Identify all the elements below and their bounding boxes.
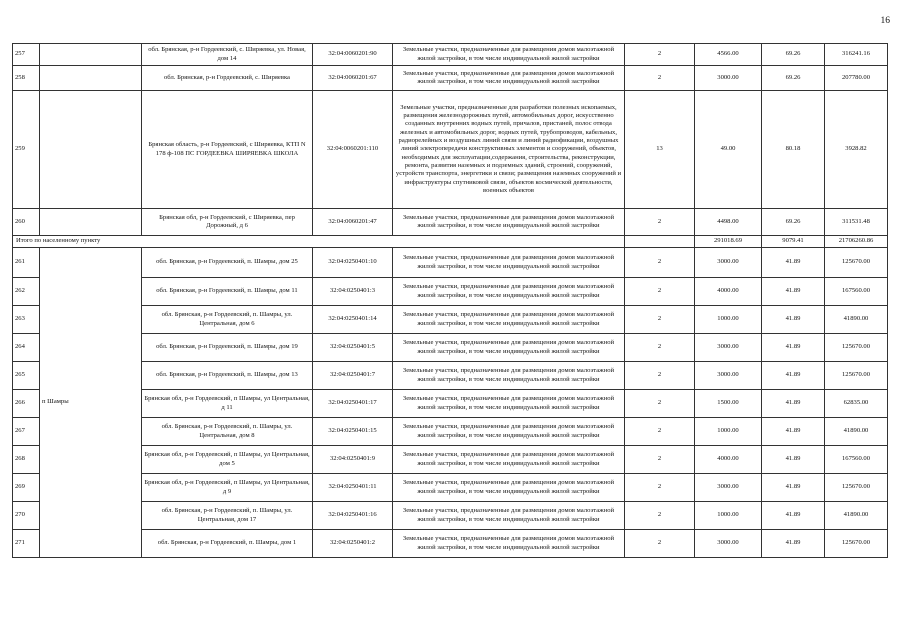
price-cell: 41.89 — [762, 502, 825, 530]
area-cell: 4566.00 — [695, 44, 762, 66]
row-number: 261 — [13, 248, 40, 278]
area-cell: 3000.00 — [695, 248, 762, 278]
row-number: 269 — [13, 474, 40, 502]
locality-cell — [40, 209, 142, 236]
address-cell: Брянская обл, р-н Гордеевский, п Шамры, ул Центральная, д 9 — [142, 474, 313, 502]
cadastral-number: 32:04:0060201:110 — [313, 91, 393, 209]
table-row — [13, 418, 888, 446]
row-number: 263 — [13, 306, 40, 334]
total-area: 291018.69 — [695, 236, 762, 248]
table-row — [13, 390, 888, 418]
group-code: 2 — [625, 334, 695, 362]
area-cell: 3000.00 — [695, 334, 762, 362]
area-cell: 49.00 — [695, 91, 762, 209]
page-number: 16 — [880, 16, 890, 26]
area-cell: 3000.00 — [695, 530, 762, 558]
row-number: 258 — [13, 66, 40, 91]
land-use-cell: Земельные участки, предназначенные для размещения домов малоэтажной жилой застройки, в том числе индивидуальной жилой застройки — [393, 474, 625, 502]
land-register-table — [12, 43, 888, 558]
cadastral-number: 32:04:0250401:16 — [313, 502, 393, 530]
locality-cell — [40, 44, 142, 66]
address-cell: обл. Брянская, р-н Гордеевский, п. Шамры, дом 13 — [142, 362, 313, 390]
cadastral-number: 32:04:0250401:9 — [313, 446, 393, 474]
rows-before-total — [13, 44, 888, 236]
area-cell: 1500.00 — [695, 390, 762, 418]
area-cell: 4000.00 — [695, 446, 762, 474]
cadastral-value: 3928.82 — [825, 91, 888, 209]
table-row — [13, 502, 888, 530]
address-cell: Брянская обл, р-н Гордеевский, п Шамры, ул Центральная, дом 5 — [142, 446, 313, 474]
price-cell: 41.89 — [762, 390, 825, 418]
cadastral-value: 41890.00 — [825, 306, 888, 334]
locality-cell — [40, 91, 142, 209]
group-code: 2 — [625, 418, 695, 446]
address-cell: Брянская обл, р-н Гордеевский, п Шамры, ул Центральная, д 11 — [142, 390, 313, 418]
group-code: 2 — [625, 474, 695, 502]
address-cell: обл. Брянская, р-н Гордеевский, п. Шамры, ул. Центральная, дом 17 — [142, 502, 313, 530]
price-cell: 69.26 — [762, 66, 825, 91]
cadastral-value: 62835.00 — [825, 390, 888, 418]
address-cell: обл. Брянская, р-н Гордеевский, п. Шамры, дом 11 — [142, 278, 313, 306]
address-cell: обл. Брянская, р-н Гордеевский, п. Шамры, дом 25 — [142, 248, 313, 278]
table-row — [13, 44, 888, 66]
address-cell: обл. Брянская, р-н Гордеевский, п. Шамры, ул. Центральная, дом 8 — [142, 418, 313, 446]
table-row — [13, 474, 888, 502]
land-use-cell: Земельные участки, предназначенные для размещения домов малоэтажной жилой застройки, в том числе индивидуальной жилой застройки — [393, 334, 625, 362]
row-number: 264 — [13, 334, 40, 362]
cadastral-number: 32:04:0060201:67 — [313, 66, 393, 91]
cadastral-value: 311531.48 — [825, 209, 888, 236]
group-code: 2 — [625, 362, 695, 390]
table-row — [13, 209, 888, 236]
cadastral-value: 125670.00 — [825, 334, 888, 362]
land-use-cell: Земельные участки, предназначенные для размещения домов малоэтажной жилой застройки, в том числе индивидуальной жилой застройки — [393, 530, 625, 558]
land-use-cell: Земельные участки, предназначенные для размещения домов малоэтажной жилой застройки, в том числе индивидуальной жилой застройки — [393, 209, 625, 236]
group-code: 2 — [625, 66, 695, 91]
land-use-cell: Земельные участки, предназначенные для размещения домов малоэтажной жилой застройки, в том числе индивидуальной жилой застройки — [393, 418, 625, 446]
total-section — [13, 236, 888, 248]
price-cell: 41.89 — [762, 362, 825, 390]
area-cell: 4000.00 — [695, 278, 762, 306]
total-label: Итого по населенному пункту — [13, 236, 625, 248]
group-code: 2 — [625, 44, 695, 66]
group-code: 2 — [625, 446, 695, 474]
cadastral-value: 41890.00 — [825, 502, 888, 530]
total-cost: 21706260.86 — [825, 236, 888, 248]
price-cell: 69.26 — [762, 44, 825, 66]
group-code: 2 — [625, 248, 695, 278]
cadastral-number: 32:04:0250401:5 — [313, 334, 393, 362]
row-number: 265 — [13, 362, 40, 390]
land-use-cell: Земельные участки, предназначенные для разработки полезных ископаемых, размещения железнодорожных путей, автомобильных дорог, искусственно созданных внутренних водных путей, причалов, пристаней, полос отвода железных и автомобильных дорог, водных путей, трубопроводов, кабельных, радиорелейных и воздушных линий связи и линий радиофикации, воздушных линий электропередачи конструктивных элементов и сооружений, объектов, необходимых для эксплуатации,содержания, строительства, реконструкции, ремонта, развития наземных и подземных зданий, строений, сооружений, устройств транспорта, энергетики и связи; размещения наземных сооружений и инфраструктуры спутниковой связи, объектов космической деятельности, военных объектов — [393, 91, 625, 209]
table-row — [13, 362, 888, 390]
group-code: 2 — [625, 306, 695, 334]
locality-cell — [40, 66, 142, 91]
area-cell: 3000.00 — [695, 362, 762, 390]
cadastral-value: 41890.00 — [825, 418, 888, 446]
area-cell: 1000.00 — [695, 418, 762, 446]
cadastral-number: 32:04:0250401:7 — [313, 362, 393, 390]
price-cell: 41.89 — [762, 248, 825, 278]
row-number: 262 — [13, 278, 40, 306]
row-number: 271 — [13, 530, 40, 558]
group-code: 13 — [625, 91, 695, 209]
cadastral-number: 32:04:0250401:14 — [313, 306, 393, 334]
cadastral-value: 125670.00 — [825, 248, 888, 278]
group-code: 2 — [625, 278, 695, 306]
price-cell: 41.89 — [762, 474, 825, 502]
land-use-cell: Земельные участки, предназначенные для размещения домов малоэтажной жилой застройки, в том числе индивидуальной жилой застройки — [393, 306, 625, 334]
price-cell: 41.89 — [762, 446, 825, 474]
cadastral-number: 32:04:0060201:90 — [313, 44, 393, 66]
cadastral-number: 32:04:0250401:3 — [313, 278, 393, 306]
land-use-cell: Земельные участки, предназначенные для размещения домов малоэтажной жилой застройки, в том числе индивидуальной жилой застройки — [393, 362, 625, 390]
cadastral-number: 32:04:0250401:17 — [313, 390, 393, 418]
cadastral-number: 32:04:0250401:2 — [313, 530, 393, 558]
table-row — [13, 446, 888, 474]
area-cell: 4498.00 — [695, 209, 762, 236]
group-code: 2 — [625, 530, 695, 558]
area-cell: 1000.00 — [695, 306, 762, 334]
address-cell: обл. Брянская, р-н Гордеевский, п. Шамры, ул. Центральная, дом 6 — [142, 306, 313, 334]
rows-after-total — [13, 248, 888, 558]
address-cell: Брянская обл, р-н Гордеевский, с Ширяевка, пер Дорожный, д 6 — [142, 209, 313, 236]
address-cell: Брянская область, р-н Гордеевский, с Ширяевка, КТП N 178 ф-108 ПС ГОРДЕЕВКА ШИРЯЕВКА ШКОЛА — [142, 91, 313, 209]
address-cell: обл. Брянская, р-н Гордеевский, с. Ширяевка — [142, 66, 313, 91]
table-row — [13, 248, 888, 278]
table-row — [13, 306, 888, 334]
total-count-cell — [625, 236, 695, 248]
price-cell: 80.18 — [762, 91, 825, 209]
locality-cell: п Шамры — [40, 248, 142, 558]
row-number: 268 — [13, 446, 40, 474]
land-use-cell: Земельные участки, предназначенные для размещения домов малоэтажной жилой застройки, в том числе индивидуальной жилой застройки — [393, 44, 625, 66]
land-use-cell: Земельные участки, предназначенные для размещения домов малоэтажной жилой застройки, в том числе индивидуальной жилой застройки — [393, 446, 625, 474]
cadastral-value: 167560.00 — [825, 278, 888, 306]
cadastral-number: 32:04:0060201:47 — [313, 209, 393, 236]
address-cell: обл. Брянская, р-н Гордеевский, п. Шамры, дом 19 — [142, 334, 313, 362]
table-row — [13, 530, 888, 558]
cadastral-value: 125670.00 — [825, 530, 888, 558]
row-number: 270 — [13, 502, 40, 530]
price-cell: 41.89 — [762, 334, 825, 362]
table-row — [13, 334, 888, 362]
cadastral-value: 207780.00 — [825, 66, 888, 91]
area-cell: 3000.00 — [695, 66, 762, 91]
land-use-cell: Земельные участки, предназначенные для размещения домов малоэтажной жилой застройки, в том числе индивидуальной жилой застройки — [393, 66, 625, 91]
area-cell: 1000.00 — [695, 502, 762, 530]
cadastral-value: 125670.00 — [825, 474, 888, 502]
locality-total-row — [13, 236, 888, 248]
table-row — [13, 66, 888, 91]
table-row — [13, 278, 888, 306]
group-code: 2 — [625, 390, 695, 418]
price-cell: 41.89 — [762, 278, 825, 306]
total-price: 9079.41 — [762, 236, 825, 248]
cadastral-number: 32:04:0250401:15 — [313, 418, 393, 446]
land-use-cell: Земельные участки, предназначенные для размещения домов малоэтажной жилой застройки, в том числе индивидуальной жилой застройки — [393, 502, 625, 530]
land-use-cell: Земельные участки, предназначенные для размещения домов малоэтажной жилой застройки, в том числе индивидуальной жилой застройки — [393, 248, 625, 278]
cadastral-number: 32:04:0250401:11 — [313, 474, 393, 502]
row-number: 257 — [13, 44, 40, 66]
address-cell: обл. Брянская, р-н Гордеевский, с. Ширяевка, ул. Новая, дом 14 — [142, 44, 313, 66]
row-number: 266 — [13, 390, 40, 418]
cadastral-number: 32:04:0250401:10 — [313, 248, 393, 278]
group-code: 2 — [625, 209, 695, 236]
price-cell: 41.89 — [762, 530, 825, 558]
group-code: 2 — [625, 502, 695, 530]
price-cell: 69.26 — [762, 209, 825, 236]
row-number: 259 — [13, 91, 40, 209]
cadastral-value: 316241.16 — [825, 44, 888, 66]
land-use-cell: Земельные участки, предназначенные для размещения домов малоэтажной жилой застройки, в том числе индивидуальной жилой застройки — [393, 390, 625, 418]
cadastral-value: 167560.00 — [825, 446, 888, 474]
row-number: 260 — [13, 209, 40, 236]
price-cell: 41.89 — [762, 306, 825, 334]
land-use-cell: Земельные участки, предназначенные для размещения домов малоэтажной жилой застройки, в том числе индивидуальной жилой застройки — [393, 278, 625, 306]
price-cell: 41.89 — [762, 418, 825, 446]
table-row — [13, 91, 888, 209]
area-cell: 3000.00 — [695, 474, 762, 502]
row-number: 267 — [13, 418, 40, 446]
address-cell: обл. Брянская, р-н Гордеевский, п. Шамры, дом 1 — [142, 530, 313, 558]
cadastral-value: 125670.00 — [825, 362, 888, 390]
